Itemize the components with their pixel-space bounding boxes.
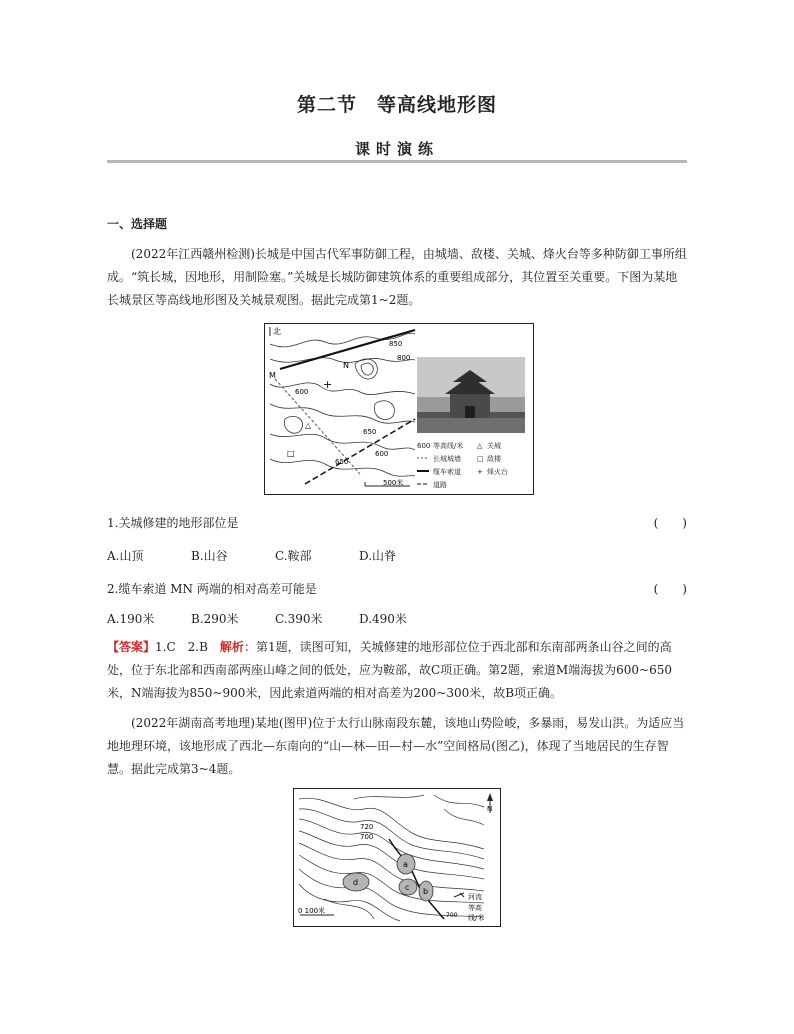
legend-wall: 长城城墙 [433, 455, 461, 463]
analysis-text: ：第1题，读图可知，关城修建的地形部位位于西北部和东南部两条山谷之间的高处，位于东北部和西南部两座山峰之间的低处，应为鞍部，故C项正确。第2题，索道M端海拔为600~650米，N端海拔为850~900米，因此索道两端的相对高差为200~300米，故B项正确。 [107, 640, 672, 700]
guan-cheng-icon: △ [305, 421, 312, 430]
title-divider [107, 160, 687, 163]
legend-road: 道路 [433, 481, 447, 489]
question-2-text: 2.缆车索道 MN 两端的相对高差可能是 [107, 582, 317, 596]
legend-contour-2: 线/米 [468, 914, 485, 922]
contour-label: 850 [389, 340, 403, 348]
legend-river: 河流 [468, 893, 482, 901]
area-label: c [405, 883, 410, 892]
legend-beacon-sym: + [477, 468, 483, 476]
point-m-label: M [269, 371, 276, 380]
contour-700-label: 700 [360, 833, 374, 841]
contour-label: 600 [375, 450, 389, 458]
legend-cable: 缆车索道 [433, 468, 461, 476]
contour-map-1 [265, 324, 533, 494]
legend-contour: 等高线/米 [433, 442, 464, 450]
option-d: D.山脊 [359, 549, 397, 563]
question-intro-2: (2022年湖南高考地理)某地(图甲)位于太行山脉南段东麓，该地山势险峻，多暴雨，易发山洪。为适应当地地理环境，该地形成了西北—东南向的“山—林—田—村—水”空间格局(图乙)，体现了当地居民的生存智慧。据此完成第3~4题。 [107, 716, 685, 776]
legend-guancheng-sym: △ [477, 442, 483, 450]
question-2-options [107, 610, 407, 627]
legend-beacon: 烽火台 [487, 468, 508, 476]
question-1-options [107, 547, 396, 564]
contour-720-label: 720 [360, 823, 374, 831]
question-1-text: 1.关城修建的地形部位是 [107, 516, 239, 530]
analysis-label: 解析 [219, 640, 244, 654]
point-n-label: N [343, 361, 349, 370]
option-c: C.390米 [275, 612, 323, 626]
area-label: a [403, 860, 408, 869]
answer-tag: 【答案】 [107, 640, 156, 654]
area-label: d [353, 878, 359, 887]
question-1 [107, 514, 687, 531]
answer-blank: ( ) [653, 582, 687, 596]
north-label: 北 [273, 327, 281, 336]
answer-explanation [107, 636, 687, 705]
legend-contour-num: 700 [446, 912, 458, 919]
option-b: B.山谷 [191, 549, 228, 563]
figure-2 [293, 788, 501, 927]
contour-label: 650 [335, 458, 349, 466]
contour-map-2 [294, 789, 500, 926]
answer-main: 1.C 2.B [155, 640, 220, 654]
option-c: C.鞍部 [275, 549, 312, 563]
option-b: B.290米 [191, 612, 239, 626]
legend-tower: 敌楼 [487, 455, 501, 463]
scale-label: 0 100米 [298, 907, 326, 915]
legend-tower-sym: □ [477, 455, 484, 463]
page-subtitle: 课时演练 [354, 140, 439, 158]
watchtower-icon: □ [287, 449, 295, 458]
north-label: N [487, 805, 493, 813]
figure-1 [264, 323, 534, 495]
option-a: A.山顶 [107, 549, 144, 563]
question-2 [107, 580, 687, 597]
legend-contour-1: 等高 [468, 904, 482, 912]
section-heading: 一、选择题 [107, 217, 168, 231]
option-a: A.190米 [107, 612, 155, 626]
contour-label: 800 [397, 354, 411, 362]
page-title: 第二节 等高线地形图 [296, 94, 497, 116]
option-d: D.490米 [359, 612, 407, 626]
contour-label: 650 [363, 428, 377, 436]
contour-label: 600 [295, 388, 309, 396]
answer-blank: ( ) [653, 516, 687, 530]
scale-label: 500米 [383, 479, 404, 487]
legend-contour-sym: 600 [417, 442, 431, 450]
question-intro-1: (2022年江西赣州检测)长城是中国古代军事防御工程，由城墙、敌楼、关城、烽火台等多种防御工事所组成。“筑长城，因地形，用制险塞。”关城是长城防御建筑体系的重要组成部分，其位置至关重要。下图为某地长城景区等高线地形图及关城景观图。据此完成第1~2题。 [107, 247, 687, 307]
area-label: b [423, 887, 429, 896]
legend-guancheng: 关城 [487, 442, 501, 450]
beacon-icon: + [323, 378, 333, 391]
